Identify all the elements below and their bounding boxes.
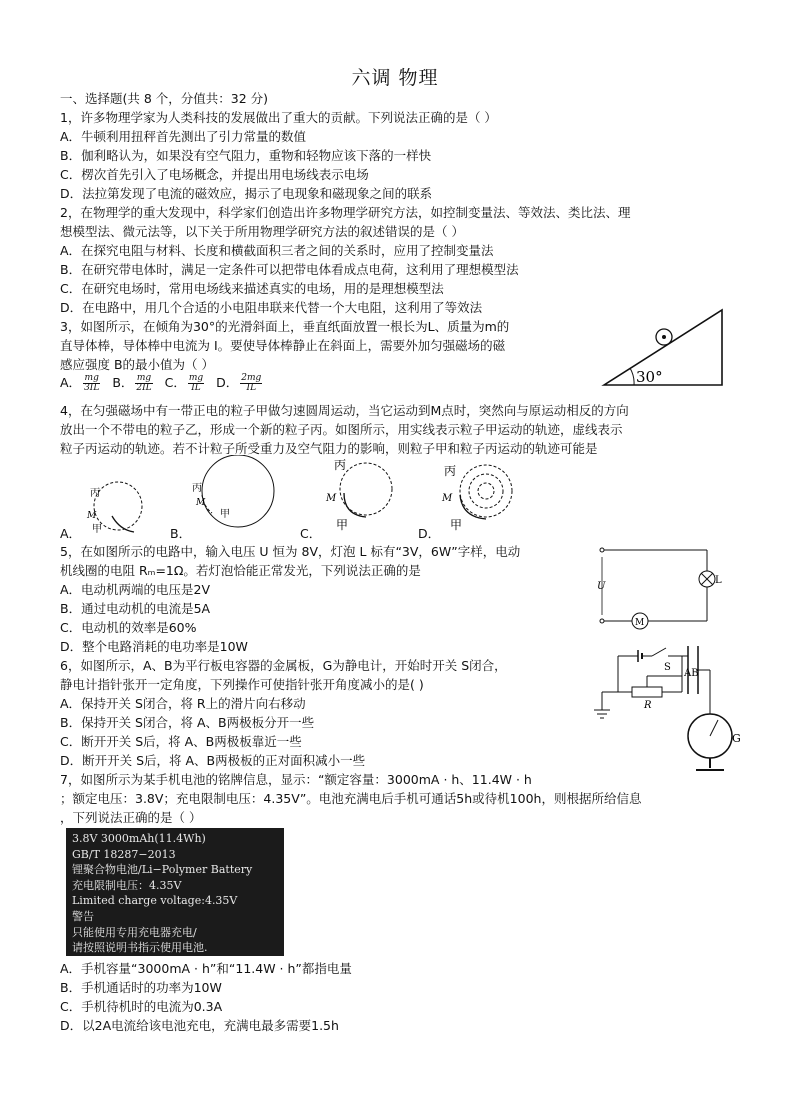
q3-option-d-label: D．	[216, 375, 239, 390]
q3-stem-line1: 3，如图所示，在倾角为30°的光滑斜面上，垂直纸面放置一根长为L、质量为m的	[60, 319, 510, 334]
q3-option-a-fraction: $\frac{mg}{3IL}$	[84, 373, 100, 393]
label-r: R	[644, 700, 652, 711]
q1-stem: 1，许多物理学家为人类科技的发展做出了重大的贡献。下列说法正确的是（ ）	[60, 110, 497, 125]
q3-option-b-label: B．	[112, 375, 134, 390]
q3-option-d-fraction: $\frac{2mg}{IL}$	[241, 373, 262, 393]
battery-line: 请按照说明书指示使用电池.	[72, 941, 208, 955]
incline-figure	[600, 305, 730, 390]
battery-line: GB/T 18287−2013	[72, 847, 176, 861]
battery-line: Limited charge voltage:4.35V	[72, 894, 238, 908]
battery-line: 只能使用专用充电器充电/	[72, 925, 197, 939]
switch-blade	[652, 648, 666, 656]
label-jia: 甲	[220, 509, 230, 520]
q3-options	[60, 374, 264, 393]
q1-option-a: A．牛顿利用扭秤首先测出了引力常量的数值	[60, 129, 307, 144]
label-bing: 丙	[90, 488, 100, 499]
terminal-bottom	[600, 619, 604, 623]
q7-stem-line1: 7，如图所示为某手机电池的铭牌信息，显示：“额定容量：3000mA · h、11.4W · h	[60, 772, 532, 787]
label-bing: 丙	[334, 458, 347, 472]
battery-line: 锂聚合物电池/Li−Polymer Battery	[72, 863, 253, 877]
label-m: M	[326, 493, 337, 504]
q2-option-a: A．在探究电阻与材料、长度和横截面积三者之间的关系时，应用了控制变量法	[60, 243, 494, 258]
q4-option-b-label: B．	[170, 526, 192, 541]
q7-stem-line2: ；额定电压：3.8V；充电限制电压：4.35V”。电池充满电后手机可通话5h或待机100h，则根据所给信息	[60, 791, 642, 806]
q4-option-c-label: C．	[300, 526, 322, 541]
q4-option-c-figure	[322, 455, 402, 535]
label-g: G	[732, 732, 741, 745]
q2-option-d: D．在电路中，用几个合适的小电阻串联来代替一个大电阻，这利用了等效法	[60, 300, 483, 315]
q3-stem-line3: 感应强度 B的最小值为（ ）	[60, 357, 215, 372]
track-bing-dashed	[94, 482, 142, 530]
q5-stem-line1: 5，在如图所示的电路中，输入电压 U 恒为 8V，灯泡 L 标有“3V，6W”字样，电动	[60, 544, 521, 559]
label-l: L	[715, 575, 722, 586]
label-jia: 甲	[92, 524, 102, 535]
page-title: 六调 物理	[351, 67, 439, 89]
label-m: M	[87, 511, 97, 521]
q4-option-a-figure	[82, 472, 152, 542]
angle-label: 30°	[636, 368, 663, 386]
q7-option-d: D．以2A电流给该电池充电，充满电最多需要1.5h	[60, 1018, 339, 1033]
q4-option-d-figure	[440, 455, 520, 535]
q5-option-a: A．电动机两端的电压是2V	[60, 582, 211, 597]
label-bing: 丙	[192, 483, 202, 494]
q1-option-d: D．法拉第发现了电流的磁效应，揭示了电现象和磁现象之间的联系	[60, 186, 433, 201]
current-out-dot	[662, 335, 666, 339]
q4-option-a-label: A．	[60, 526, 82, 541]
label-bing: 丙	[444, 464, 457, 478]
label-jia: 甲	[450, 518, 463, 532]
label-jia: 甲	[336, 518, 349, 532]
track-jia-solid	[344, 493, 366, 517]
q5-stem-line2: 机线圈的电阻 Rₘ=1Ω。若灯泡恰能正常发光，下列说法正确的是	[60, 563, 421, 578]
q4-option-b-figure	[190, 455, 280, 535]
track-jia-solid	[460, 495, 486, 519]
label-motor: M	[635, 618, 645, 628]
q7-stem-line3: ，下列说法正确的是（ ）	[60, 810, 202, 825]
q7-option-c: C．手机待机时的电流为0.3A	[60, 999, 223, 1014]
label-ab: AB	[684, 668, 699, 679]
q4-stem-line1: 4，在匀强磁场中有一带正电的粒子甲做匀速圆周运动，当它运动到M点时，突然向与原运动相反的方向	[60, 403, 629, 418]
label-u: U	[597, 581, 606, 592]
q6-stem-line2: 静电计指针张开一定角度，下列操作可使指针张开角度减小的是( )	[60, 677, 424, 692]
q1-option-b: B．伽利略认为，如果没有空气阻力，重物和轻物应该下落的一样快	[60, 148, 432, 163]
q4-option-d-label: D．	[418, 526, 441, 541]
label-s: S	[664, 662, 671, 673]
q4-stem-line2: 放出一个不带电的粒子乙，形成一个新的粒子丙。如图所示，用实线表示粒子甲运动的轨迹，虚线表示	[60, 422, 623, 437]
q5-option-b: B．通过电动机的电流是5A	[60, 601, 211, 616]
q3-option-b-fraction: $\frac{mg}{2IL}$	[136, 373, 152, 393]
q2-option-b: B．在研究带电体时，满足一定条件可以把带电体看成点电荷，这利用了理想模型法	[60, 262, 519, 277]
label-m: M	[196, 498, 206, 508]
q2-option-c: C．在研究电场时，常用电场线来描述真实的电场，用的是理想模型法	[60, 281, 444, 296]
q1-option-c: C．楞次首先引入了电场概念，并提出用电场线表示电场	[60, 167, 369, 182]
battery-label-image	[66, 828, 284, 956]
q6-option-d: D．断开开关 S后，将 A、B两极板的正对面积减小一些	[60, 753, 366, 768]
q2-stem-line2: 想模型法、微元法等，以下关于所用物理学研究方法的叙述错误的是（ ）	[60, 224, 464, 239]
terminal-top	[600, 548, 604, 552]
q7-option-a: A．手机容量“3000mA · h”和“11.4W · h”都指电量	[60, 961, 352, 976]
q6-stem-line1: 6，如图所示，A、B为平行板电容器的金属板，G为静电计，开始时开关 S闭合，	[60, 658, 507, 673]
battery-line: 3.8V 3000mAh(11.4Wh)	[72, 832, 206, 845]
q3-option-a-label: A．	[60, 375, 82, 390]
q5-circuit-figure	[592, 545, 722, 630]
q3-option-c-label: C．	[164, 375, 186, 390]
track-bing-dashed-middle	[469, 474, 503, 508]
angle-arc	[630, 368, 634, 385]
track-jia-solid	[202, 455, 274, 527]
q3-stem-line2: 直导体棒，导体棒中电流为 I。要使导体棒静止在斜面上，需要外加匀强磁场的磁	[60, 338, 506, 353]
q6-option-b: B．保持开关 S闭合，将 A、B两极板分开一些	[60, 715, 315, 730]
track-bing-dashed-outer	[460, 465, 512, 517]
section-heading: 一、选择题(共 8 个，分值共：32 分)	[60, 91, 269, 106]
q4-stem-line3: 粒子丙运动的轨迹。若不计粒子所受重力及空气阻力的影响，则粒子甲和粒子丙运动的轨迹可能是	[60, 441, 598, 456]
q6-circuit-figure	[592, 644, 742, 774]
q6-option-c: C．断开开关 S后，将 A、B两极板靠近一些	[60, 734, 302, 749]
q5-option-d: D．整个电路消耗的电功率是10W	[60, 639, 248, 654]
q6-option-a: A．保持开关 S闭合，将 R上的滑片向右移动	[60, 696, 306, 711]
label-m: M	[442, 493, 453, 504]
rheostat	[632, 687, 662, 697]
q7-option-b: B．手机通话时的功率为10W	[60, 980, 222, 995]
track-bing-dashed-inner	[478, 483, 494, 499]
q2-stem-line1: 2，在物理学的重大发现中，科学家们创造出许多物理学研究方法，如控制变量法、等效法、类比法、理	[60, 205, 631, 220]
q5-option-c: C．电动机的效率是60%	[60, 620, 197, 635]
battery-line: 充电限制电压：4.35V	[72, 878, 182, 892]
q3-option-c-fraction: $\frac{mg}{IL}$	[188, 373, 204, 393]
incline-triangle	[604, 310, 722, 385]
battery-line: 警告	[72, 909, 94, 923]
